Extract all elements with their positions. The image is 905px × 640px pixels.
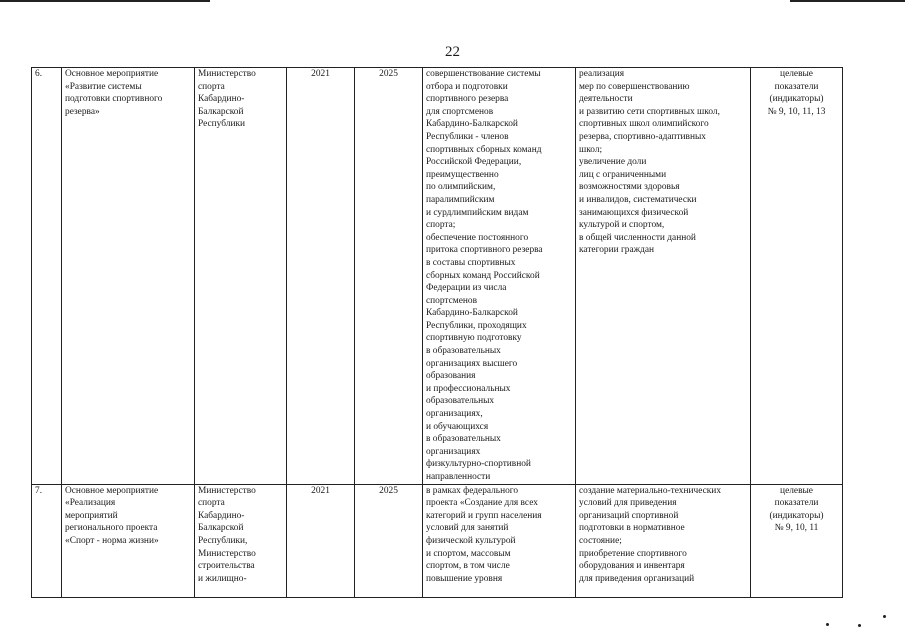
text-line: спорта — [198, 498, 225, 509]
text-line: создание материально-технических — [579, 485, 722, 496]
text-line: образовательных — [426, 396, 495, 407]
text-line: организациях высшего — [426, 358, 518, 369]
text-line: отбора и подготовки — [426, 81, 508, 92]
text-line: школ; — [579, 144, 603, 155]
row-number: 6. — [32, 68, 62, 485]
text-line: в образовательных — [426, 346, 501, 357]
text-line: категорий и групп населения — [426, 510, 542, 521]
text-line: паралимпийским — [426, 194, 495, 205]
text-line: и инвалидов, систематически — [579, 194, 697, 205]
executor-lines — [198, 68, 283, 131]
text-line: спортивных сборных команд — [426, 144, 542, 155]
text-line: реализация — [579, 69, 625, 79]
event-lines — [65, 485, 191, 548]
text-line: Кабардино-Балкарской — [426, 308, 518, 319]
text-line: оборудования и инвентаря — [579, 561, 685, 572]
text-line: в рамках федерального — [426, 485, 519, 496]
table-row — [32, 68, 843, 485]
indicators-cell — [751, 68, 843, 485]
text-line: Балкарской — [198, 106, 244, 117]
text-line: категории граждан — [579, 245, 655, 256]
table-row — [32, 484, 843, 597]
text-line: Кабардино- — [198, 94, 245, 105]
text-line: для спортсменов — [426, 106, 494, 117]
text-line: и развитию сети спортивных школ, — [579, 106, 720, 117]
text-line: проекта «Создание для всех — [426, 498, 538, 509]
text-line: образования — [426, 371, 476, 382]
text-line: подготовки в нормативное — [579, 523, 685, 534]
start-year: 2021 — [287, 484, 355, 597]
text-line: Российской Федерации, — [426, 157, 522, 168]
text-line: физкультурно-спортивной — [426, 459, 531, 470]
executor-cell — [195, 68, 287, 485]
text-line: для приведения организаций — [579, 573, 695, 584]
scan-mark — [826, 623, 829, 626]
text-line: сборных команд Российской — [426, 270, 540, 281]
text-line: Федерации из числа — [426, 283, 507, 294]
text-line: состояние; — [579, 535, 622, 546]
text-line: по олимпийским, — [426, 182, 496, 193]
row-number: 7. — [32, 484, 62, 597]
text-line: обеспечение постоянного — [426, 232, 529, 243]
end-year: 2025 — [355, 68, 423, 485]
scan-mark — [883, 615, 886, 618]
text-line: «Спорт - норма жизни» — [65, 535, 159, 546]
top-rule-right — [790, 0, 905, 2]
text-line: культурой и спортом, — [579, 220, 665, 231]
text-line: лиц с ограниченными — [579, 169, 667, 180]
text-line: показатели — [774, 498, 819, 509]
text-line: приобретение спортивного — [579, 548, 687, 559]
text-line: в общей численности данной — [579, 232, 696, 243]
text-line: повышение уровня — [426, 573, 503, 584]
content-lines — [426, 68, 572, 484]
result-cell — [576, 68, 751, 485]
text-line: подготовки спортивного — [65, 94, 163, 105]
text-line: Кабардино-Балкарской — [426, 119, 518, 130]
content-lines — [426, 485, 572, 586]
text-line: № 9, 10, 11 — [774, 523, 819, 534]
start-year: 2021 — [287, 68, 355, 485]
text-line: и жилищно- — [198, 573, 247, 584]
text-line: условий для занятий — [426, 523, 509, 534]
text-line: Министерство — [198, 485, 256, 496]
text-line: Кабардино- — [198, 510, 245, 521]
event-lines — [65, 68, 191, 118]
text-line: спортсменов — [426, 295, 478, 306]
indicators-cell — [751, 484, 843, 597]
text-line: организациях — [426, 446, 481, 457]
text-line: «Реализация — [65, 498, 116, 509]
result-lines — [579, 68, 747, 257]
indicator-lines — [754, 485, 839, 535]
text-line: и спортом, массовым — [426, 548, 511, 559]
text-line: спортом, в том числе — [426, 561, 510, 572]
text-line: Балкарской — [198, 523, 244, 534]
text-line: Республики — [198, 119, 246, 130]
executor-lines — [198, 485, 283, 586]
text-line: мер по совершенствованию — [579, 81, 690, 92]
text-line: целевые — [780, 485, 813, 496]
text-line: увеличение доли — [579, 157, 647, 168]
text-line: занимающихся физической — [579, 207, 689, 218]
text-line: условий для приведения — [579, 498, 677, 509]
text-line: мероприятий — [65, 510, 118, 521]
text-line: резерва» — [65, 106, 100, 117]
content-cell — [423, 484, 576, 597]
content-cell — [423, 68, 576, 485]
text-line: № 9, 10, 11, 13 — [767, 106, 826, 117]
indicator-lines — [754, 68, 839, 118]
event-cell — [62, 68, 195, 485]
text-line: Основное мероприятие — [65, 69, 159, 79]
text-line: деятельности — [579, 94, 633, 105]
text-line: физической культурой — [426, 535, 516, 546]
text-line: строительства — [198, 561, 255, 572]
event-cell — [62, 484, 195, 597]
text-line: спорта; — [426, 220, 456, 231]
result-cell — [576, 484, 751, 597]
text-line: спортивного резерва — [426, 94, 509, 105]
end-year: 2025 — [355, 484, 423, 597]
text-line: организаций спортивной — [579, 510, 679, 521]
text-line: целевые — [780, 69, 813, 79]
text-line: (индикаторы) — [769, 510, 824, 521]
text-line: преимущественно — [426, 169, 499, 180]
text-line: резерва, спортивно-адаптивных — [579, 131, 706, 142]
text-line: (индикаторы) — [769, 94, 824, 105]
program-table — [31, 67, 843, 598]
text-line: Республики, — [198, 535, 248, 546]
text-line: притока спортивного резерва — [426, 245, 543, 256]
executor-cell — [195, 484, 287, 597]
text-line: Республики, проходящих — [426, 320, 527, 331]
text-line: организациях, — [426, 409, 483, 420]
text-line: возможностями здоровья — [579, 182, 680, 193]
text-line: регионального проекта — [65, 523, 158, 534]
text-line: Республики - членов — [426, 131, 509, 142]
text-line: показатели — [774, 81, 819, 92]
text-line: спортивную подготовку — [426, 333, 522, 344]
scan-mark — [858, 624, 861, 627]
text-line: и обучающихся — [426, 421, 489, 432]
top-rule-left — [0, 0, 210, 2]
text-line: в образовательных — [426, 434, 501, 445]
text-line: спортивных школ олимпийского — [579, 119, 709, 130]
text-line: и сурдлимпийским видам — [426, 207, 529, 218]
result-lines — [579, 485, 747, 586]
text-line: спорта — [198, 81, 225, 92]
text-line: в составы спортивных — [426, 257, 516, 268]
text-line: Основное мероприятие — [65, 485, 159, 496]
text-line: «Развитие системы — [65, 81, 142, 92]
text-line: Министерство — [198, 548, 256, 559]
text-line: Министерство — [198, 69, 256, 79]
text-line: и профессиональных — [426, 383, 511, 394]
page-number: 22 — [445, 44, 460, 60]
text-line: направленности — [426, 472, 491, 482]
text-line: совершенствование системы — [426, 69, 541, 79]
